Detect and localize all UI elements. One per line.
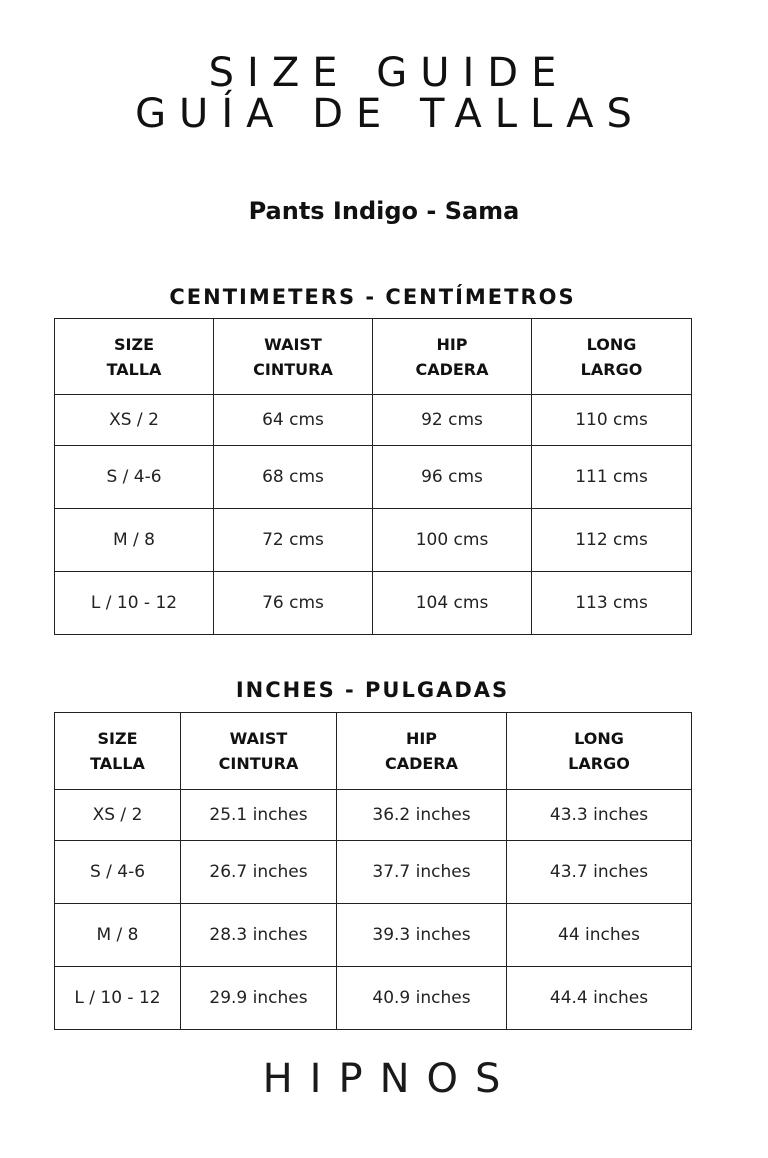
- table-row: [55, 395, 692, 446]
- long-cell: 44 inches: [507, 904, 692, 967]
- column-header-size: SIZE TALLA: [55, 713, 181, 790]
- table-row: [55, 904, 692, 967]
- hip-cell: 37.7 inches: [337, 841, 507, 904]
- column-header-hip: HIP CADERA: [373, 319, 532, 395]
- size-cell: L / 10 - 12: [55, 967, 181, 1030]
- hip-cell: 40.9 inches: [337, 967, 507, 1030]
- size-cell: S / 4-6: [55, 446, 214, 509]
- waist-cell: 76 cms: [214, 572, 373, 635]
- column-header-hip: HIP CADERA: [337, 713, 507, 790]
- centimeters-heading: CENTIMETERS - CENTÍMETROS: [169, 285, 576, 309]
- hip-cell: 104 cms: [373, 572, 532, 635]
- page-title-spanish: GUÍA DE TALLAS: [135, 91, 645, 137]
- column-header-waist: WAIST CINTURA: [214, 319, 373, 395]
- waist-cell: 29.9 inches: [181, 967, 337, 1030]
- waist-cell: 28.3 inches: [181, 904, 337, 967]
- table-header-row: [55, 319, 692, 395]
- inches-heading: INCHES - PULGADAS: [235, 678, 510, 702]
- table-row: [55, 967, 692, 1030]
- column-header-long: LONG LARGO: [532, 319, 692, 395]
- long-cell: 110 cms: [532, 395, 692, 446]
- table-row: [55, 841, 692, 904]
- hip-cell: 100 cms: [373, 509, 532, 572]
- size-cell: XS / 2: [55, 790, 181, 841]
- long-cell: 43.3 inches: [507, 790, 692, 841]
- hip-cell: 92 cms: [373, 395, 532, 446]
- page-title: SIZE GUIDE: [208, 50, 570, 96]
- waist-cell: 26.7 inches: [181, 841, 337, 904]
- size-cell: M / 8: [55, 509, 214, 572]
- product-name: Pants Indigo - Sama: [248, 197, 520, 225]
- long-cell: 44.4 inches: [507, 967, 692, 1030]
- long-cell: 111 cms: [532, 446, 692, 509]
- hip-cell: 96 cms: [373, 446, 532, 509]
- column-header-long: LONG LARGO: [507, 713, 692, 790]
- waist-cell: 25.1 inches: [181, 790, 337, 841]
- inches-table: [54, 712, 692, 1030]
- waist-cell: 64 cms: [214, 395, 373, 446]
- table-row: [55, 790, 692, 841]
- long-cell: 113 cms: [532, 572, 692, 635]
- column-header-waist: WAIST CINTURA: [181, 713, 337, 790]
- size-cell: M / 8: [55, 904, 181, 967]
- size-cell: XS / 2: [55, 395, 214, 446]
- size-cell: L / 10 - 12: [55, 572, 214, 635]
- size-cell: S / 4-6: [55, 841, 181, 904]
- waist-cell: 72 cms: [214, 509, 373, 572]
- centimeters-table: [54, 318, 692, 635]
- table-row: [55, 446, 692, 509]
- hip-cell: 36.2 inches: [337, 790, 507, 841]
- column-header-size: SIZE TALLA: [55, 319, 214, 395]
- waist-cell: 68 cms: [214, 446, 373, 509]
- long-cell: 43.7 inches: [507, 841, 692, 904]
- table-row: [55, 572, 692, 635]
- table-row: [55, 509, 692, 572]
- brand-logo: HIPNOS: [262, 1056, 518, 1102]
- long-cell: 112 cms: [532, 509, 692, 572]
- table-header-row: [55, 713, 692, 790]
- hip-cell: 39.3 inches: [337, 904, 507, 967]
